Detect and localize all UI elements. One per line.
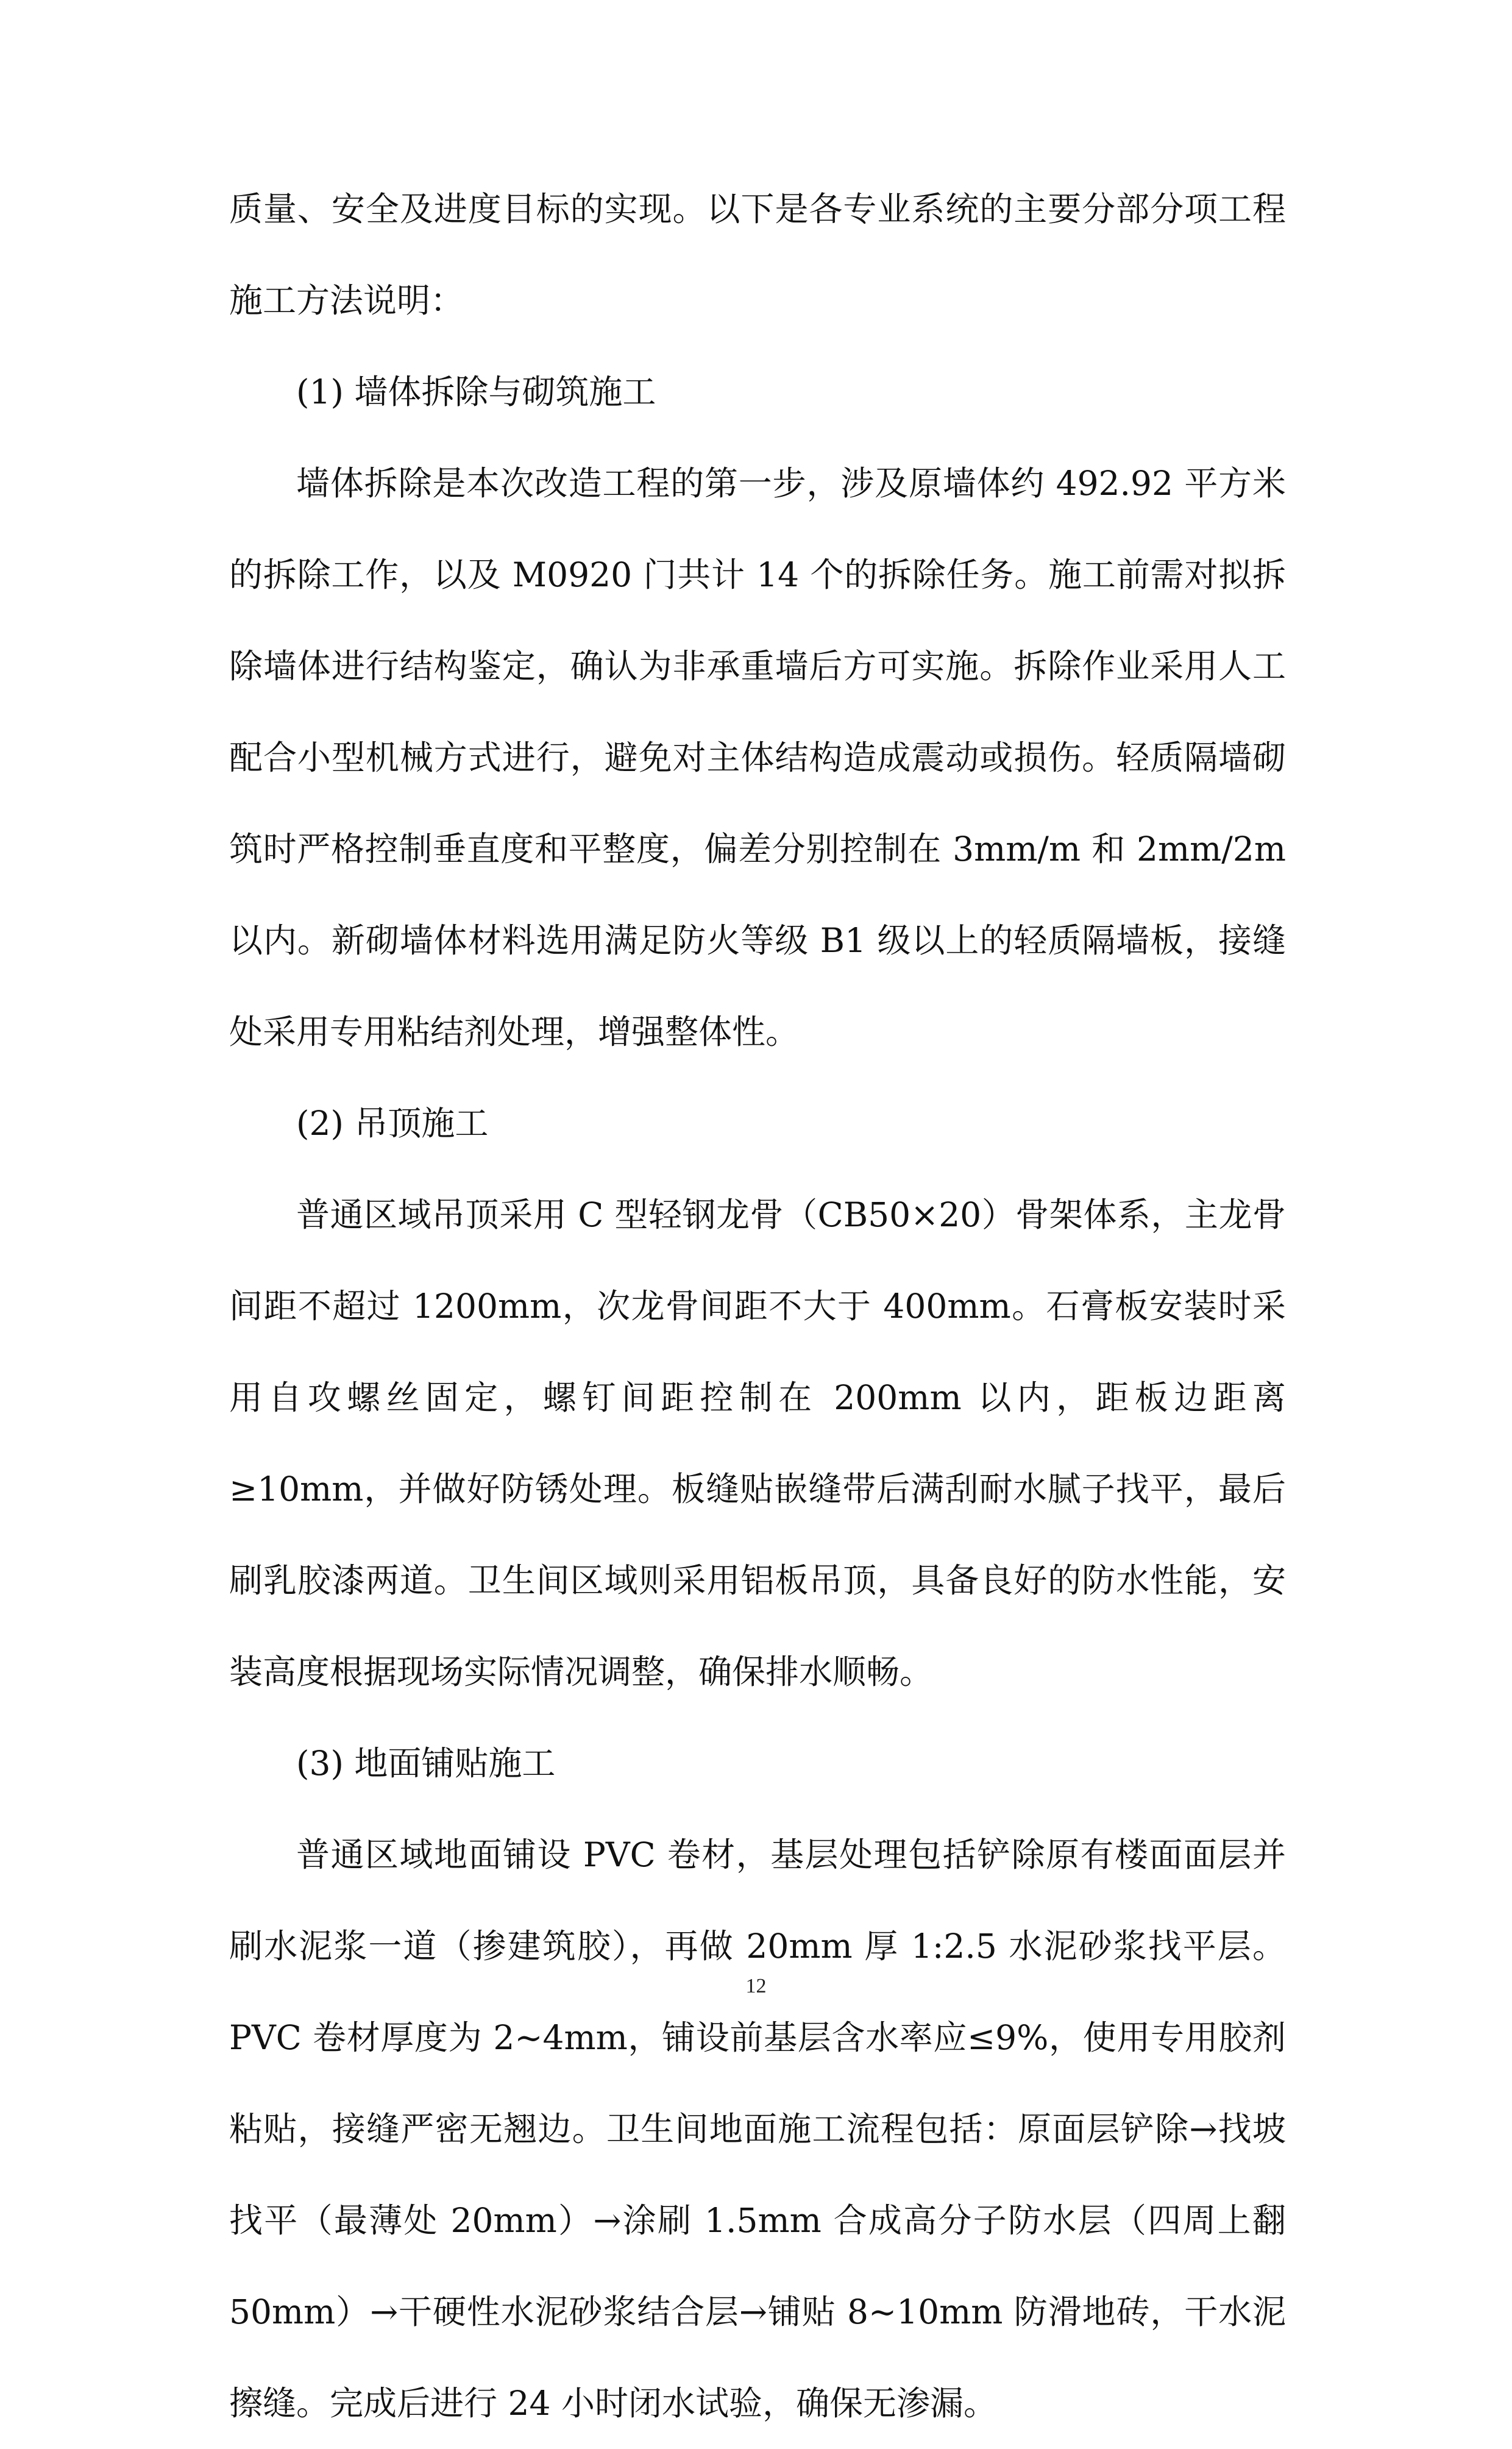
section-heading-wall: (1) 墙体拆除与砌筑施工 [296,372,656,411]
section-heading-floor: (3) 地面铺贴施工 [296,1744,556,1783]
paragraph-wall-demolition: 墙体拆除是本次改造工程的第一步，涉及原墙体约 492.92 平方米的拆除工作，以及 M0920 门共计 14 个的拆除任务。施工前需对拟拆除墙体进行结构鉴定，确认为非承重墙后方可实施。拆除作业采用人工配合小型机械方式进行，避免对主体结构造成震动或损伤。轻质隔墙砌筑时严格控制垂直度和平整度，偏差分别控制在 3mm/m 和 2mm/2m 以内。新砌墙体材料选用满足防火等级 B1 级以上的轻质隔墙板，接缝处采用专用粘结剂处理，增强整体性。 [229,464,1286,1051]
section-heading-ceiling: (2) 吊顶施工 [296,1104,489,1143]
paragraph-ceiling: 普通区域吊顶采用 C 型轻钢龙骨（CB50×20）骨架体系，主龙骨间距不超过 1200mm，次龙骨间距不大于 400mm。石膏板安装时采用自攻螺丝固定，螺钉间距控制在 200mm 以内，距板边距离≥10mm，并做好防锈处理。板缝贴嵌缝带后满刮耐水腻子找平，最后刷乳胶漆两道。卫生间区域则采用铝板吊顶，具备良好的防水性能，安装高度根据现场实际情况调整，确保排水顺畅。 [229,1195,1286,1691]
intro-continuation-text: 质量、安全及进度目标的实现。以下是各专业系统的主要分部分项工程施工方法说明： [229,190,1286,320]
paragraph-floor: 普通区域地面铺设 PVC 卷材，基层处理包括铲除原有楼面面层并刷水泥浆一道（掺建筑胶），再做 20mm 厚 1:2.5 水泥砂浆找平层。PVC 卷材厚度为 2~4mm，铺设前基层含水率应≤9%，使用专用胶剂粘贴，接缝严密无翘边。卫生间地面施工流程包括：原面层铲除→找坡找平（最薄处 20mm）→涂刷 1.5mm 合成高分子防水层（四周上翻 50mm）→干硬性水泥砂浆结合层→铺贴 8~10mm 防滑地砖，干水泥擦缝。完成后进行 24 小时闭水试验，确保无渗漏。 [229,1835,1286,2423]
body-text [229,163,1286,2449]
page-number: 12 [745,1975,767,1997]
